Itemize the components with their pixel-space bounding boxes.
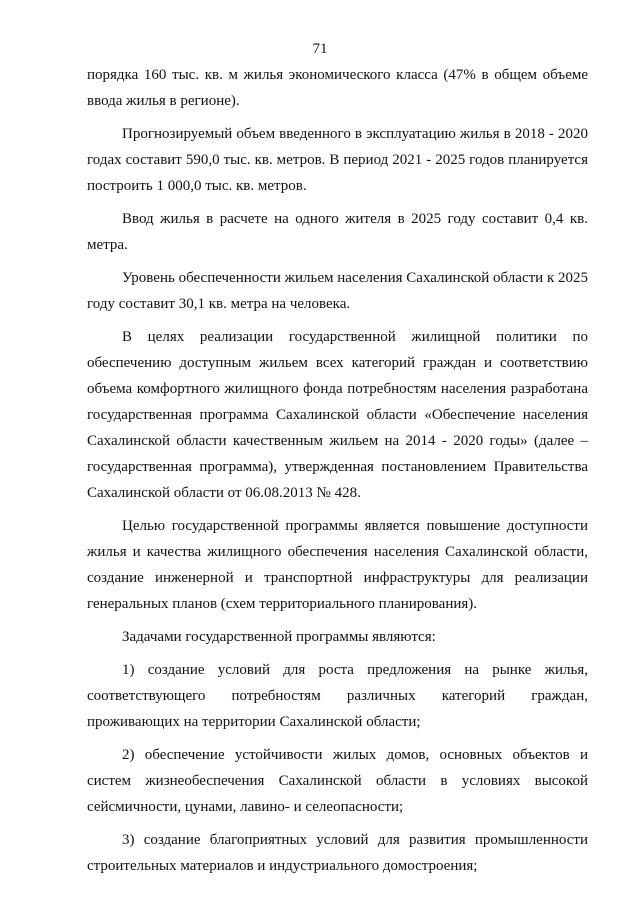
paragraph-state-program: В целях реализации государственной жилищной политики по обеспечению доступным жильем всех категорий граждан и соответствию объема комфортного жилищного фонда потребностям населения разработана государственная программа Сахалинской области «Обеспечение населения Сахалинской области качественным жильем на 2014 - 2020 годы» (далее – государственная программа), утвержденная постановлением Правительства Сахалинской области от 06.08.2013 № 428. [87, 329, 588, 501]
page-number: 71 [312, 41, 328, 57]
paragraph-tasks-heading: Задачами государственной программы являются: [122, 629, 436, 645]
paragraph-per-capita: Ввод жилья в расчете на одного жителя в 2025 году составит 0,4 кв. метра. [87, 211, 588, 253]
document-body [87, 62, 588, 879]
paragraph-housing-level: Уровень обеспеченности жильем населения Сахалинской области к 2025 году составит 30,1 кв. метра на человека. [87, 270, 588, 312]
list-item-task-2: 2) обеспечение устойчивости жилых домов, основных объектов и систем жизнеобеспечения Сахалинской области в условиях высокой сейсмичности, цунами, лавино- и селеопасности; [87, 747, 588, 815]
paragraph-forecast-volume: Прогнозируемый объем введенного в эксплуатацию жилья в 2018 - 2020 годах составит 590,0 тыс. кв. метров. В период 2021 - 2025 годов планируется построить 1 000,0 тыс. кв. метров. [87, 126, 588, 194]
list-item-task-3: 3) создание благоприятных условий для развития промышленности строительных материалов и индустриального домостроения; [87, 832, 588, 874]
paragraph-program-goal: Целью государственной программы является повышение доступности жилья и качества жилищного обеспечения населения Сахалинской области, создание инженерной и транспортной инфраструктуры для реализации генеральных планов (схем территориального планирования). [87, 518, 588, 612]
list-item-task-1: 1) создание условий для роста предложения на рынке жилья, соответствующего потребностям различных категорий граждан, проживающих на территории Сахалинской области; [87, 662, 588, 730]
paragraph-continuation: порядка 160 тыс. кв. м жилья экономического класса (47% в общем объеме ввода жилья в регионе). [87, 67, 588, 109]
